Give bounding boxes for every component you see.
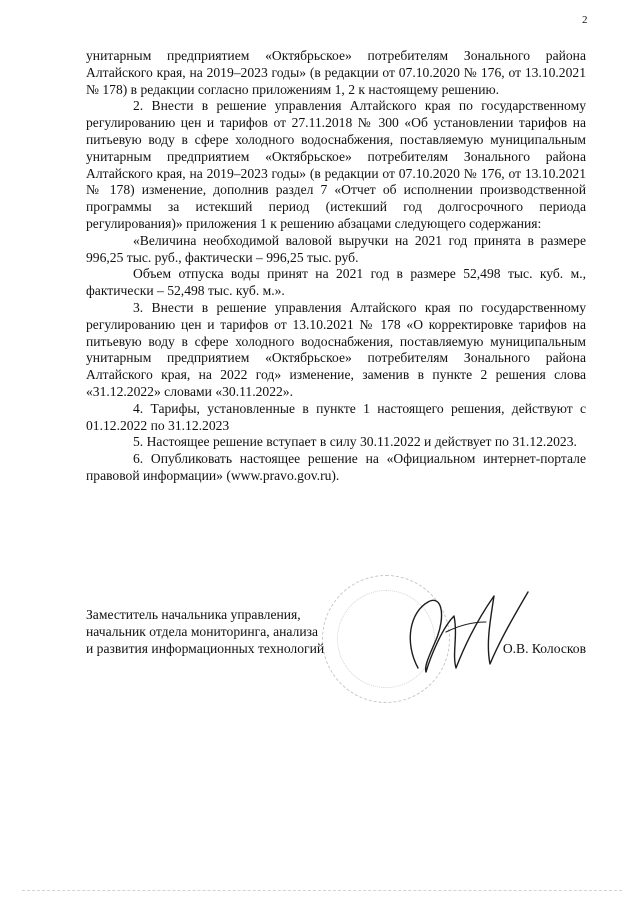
signatory-title	[86, 607, 406, 657]
scan-bottom-edge	[22, 890, 622, 891]
signatory-title-line: и развития информационных технологий	[86, 640, 325, 656]
document-body	[86, 48, 586, 485]
paragraph-quote-revenue: «Величина необходимой валовой выручки на 2021 год принята в размере 996,25 тыс. руб., фактически – 996,25 тыс. руб.	[86, 232, 586, 265]
signatory-title-line: Заместитель начальника управления,	[86, 607, 301, 622]
signatory-name: О.В. Колосков	[502, 640, 586, 656]
page-number: 2	[582, 14, 588, 26]
paragraph-item-6: 6. Опубликовать настоящее решение на «Официальном интернет-портале правовой информации» (www.pravo.gov.ru).	[86, 451, 586, 483]
paragraph-item-3: 3. Внести в решение управления Алтайского края по государственному регулированию цен и тарифов от 13.10.2021 № 178 «О корректировке тарифов на питьевую воду в сфере холодного водоснабжения, поставляемую муниципальным унитарным предприятием «Октябрьское» потребителям Зонального района Алтайского края, на 2022 год» изменение, заменив в пункте 2 решения слова «31.12.2022» словами «30.11.2022».	[86, 299, 586, 399]
signatory-title-line: начальник отдела мониторинга, анализа	[86, 623, 319, 639]
paragraph-item-5: 5. Настоящее решение вступает в силу 30.11.2022 и действует по 31.12.2023.	[133, 434, 577, 450]
signature-block	[86, 607, 586, 657]
paragraph-quote-water-volume: Объем отпуска воды принят на 2021 год в размере 52,498 тыс. куб. м., фактически – 52,498 тыс. куб. м.».	[86, 266, 586, 299]
paragraph-continuation: унитарным предприятием «Октябрьское» потребителям Зонального района Алтайского края, на 2019–2023 годы» (в редакции от 07.10.2020 № 176, от 13.10.2021 № 178) в редакции согласно приложениям 1, 2 к настоящему решению.	[86, 48, 586, 97]
paragraph-item-2: 2. Внести в решение управления Алтайского края по государственному регулированию цен и тарифов от 27.11.2018 № 300 «Об установлении тарифов на питьевую воду в сфере холодного водоснабжения, поставляемую муниципальным унитарным предприятием «Октябрьское» потребителям Зонального района Алтайского края, на 2019–2023 годы» (в редакции от 07.10.2020 № 176, от 13.10.2021 № 178) изменение, дополнив раздел 7 «Отчет об исполнении производственной программы за истекший период (истекший год долгосрочного периода регулирования)» приложения 1 к решению абзацами следующего содержания:	[86, 98, 586, 231]
paragraph-item-4: 4. Тарифы, установленные в пункте 1 настоящего решения, действуют с 01.12.2022 по 31.12.2023	[86, 400, 586, 433]
